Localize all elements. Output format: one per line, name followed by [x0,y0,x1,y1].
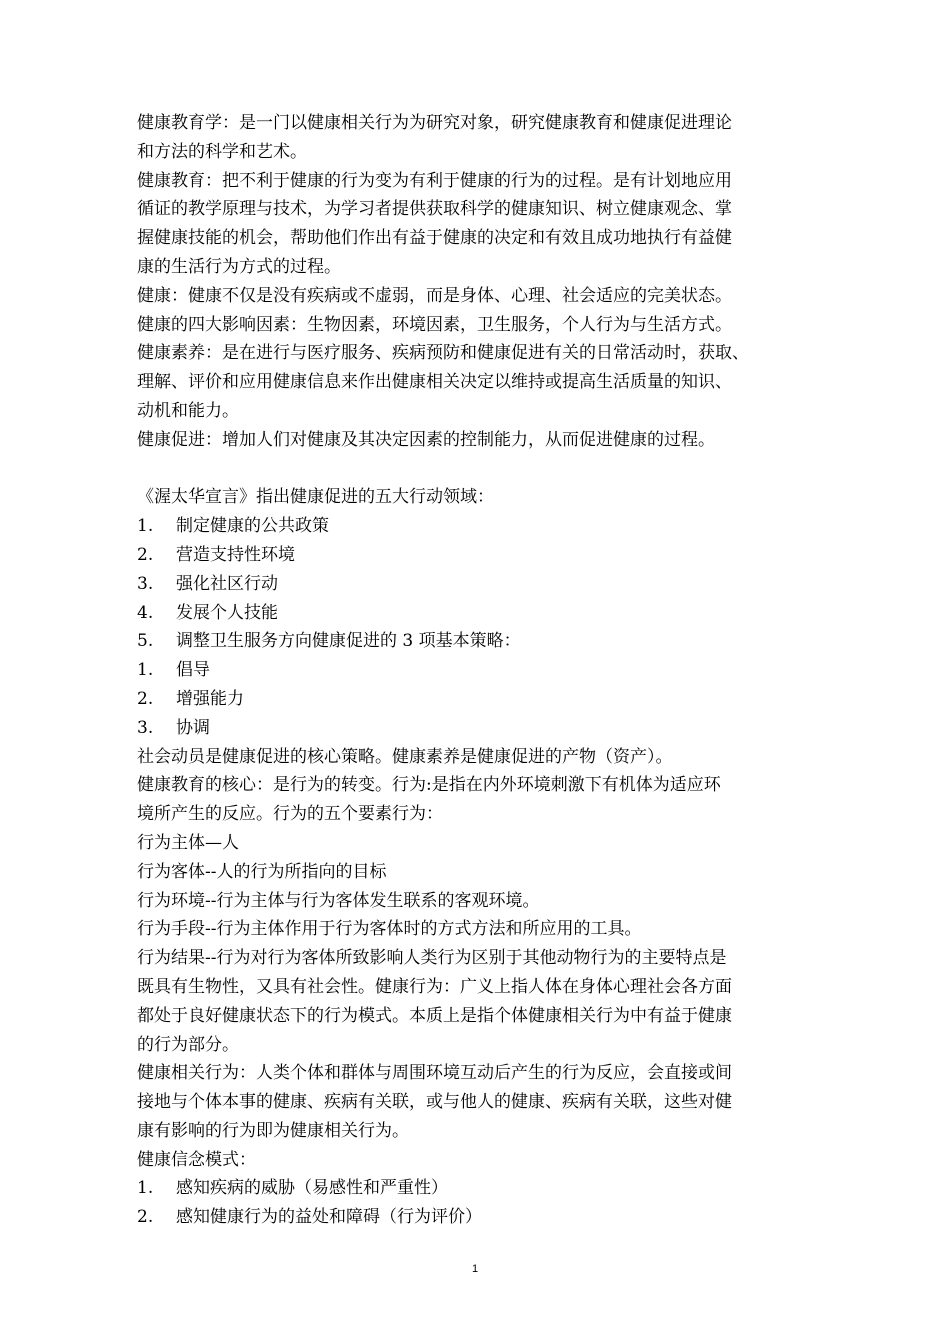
text-line: 既具有生物性，又具有社会性。健康行为：广义上指人体在身体心理社会各方面 [137,976,732,997]
list-number: 2. [137,688,154,709]
list-number: 1. [137,1178,154,1199]
list-item [137,685,827,714]
text-line: 理解、评价和应用健康信息来作出健康相关决定以维持或提高生活质量的知识、 [137,372,732,393]
text-line: 健康的四大影响因素：生物因素，环境因素，卫生服务，个人行为与生活方式。 [137,314,732,335]
text-line: 康有影响的行为即为健康相关行为。 [137,1120,409,1141]
text-line: 健康：健康不仅是没有疾病或不虚弱，而是身体、心理、社会适应的完美状态。 [137,285,732,306]
list-item-text: 营造支持性环境 [176,544,295,565]
list-item-text: 制定健康的公共政策 [176,516,329,537]
list-item [137,714,827,743]
text-line: 社会动员是健康促进的核心策略。健康素养是健康促进的产物（资产）。 [137,746,673,767]
text-line: 健康促进：增加人们对健康及其决定因素的控制能力，从而促进健康的过程。 [137,429,715,450]
text-line: 的行为部分。 [137,1034,239,1055]
text-line: 行为手段--行为主体作用于行为客体时的方式方法和所应用的工具。 [137,919,642,940]
text-line: 握健康技能的机会，帮助他们作出有益于健康的决定和有效且成功地执行有益健 [137,228,732,249]
text-line: 动机和能力。 [137,400,239,421]
list-number: 2. [137,544,154,565]
list-item-text: 调整卫生服务方向健康促进的 3 项基本策略： [176,631,521,652]
list-number: 2. [137,1207,154,1228]
list-item-text: 感知健康行为的益处和障碍（行为评价） [176,1207,482,1228]
list-item [137,541,827,570]
text-line: 都处于良好健康状态下的行为模式。本质上是指个体健康相关行为中有益于健康 [137,1005,732,1026]
text-line: 康的生活行为方式的过程。 [137,256,341,277]
list-item-text: 感知疾病的威胁（易感性和严重性） [176,1178,448,1199]
list-item [137,570,827,599]
text-line: 健康相关行为：人类个体和群体与周围环境互动后产生的行为反应，会直接或间 [137,1063,732,1084]
text-line: 健康信念模式： [137,1149,256,1170]
list-item-text: 强化社区行动 [176,573,278,594]
text-line: 接地与个体本事的健康、疾病有关联，或与他人的健康、疾病有关联，这些对健 [137,1092,732,1113]
text-line: 和方法的科学和艺术。 [137,141,307,162]
list-number: 3. [137,573,154,594]
document-page [137,109,827,1232]
list-item [137,627,827,656]
list-item-text: 协调 [176,717,210,738]
list-number: 1. [137,660,154,681]
list-item [137,1174,827,1203]
section-heading: 《渥太华宣言》指出健康促进的五大行动领域： [137,487,494,508]
list-item-text: 发展个人技能 [176,602,278,623]
list-number: 1. [137,516,154,537]
list-number: 5. [137,631,154,652]
list-item [137,656,827,685]
list-number: 4. [137,602,154,623]
text-line: 循证的教学原理与技术，为学习者提供获取科学的健康知识、树立健康观念、掌 [137,199,732,220]
text-line: 行为结果--行为对行为客体所致影响人类行为区别于其他动物行为的主要特点是 [137,948,727,969]
text-line: 行为主体—人 [137,832,239,853]
list-item [137,512,827,541]
text-line: 行为环境--行为主体与行为客体发生联系的客观环境。 [137,890,540,911]
list-item [137,599,827,628]
blank-line [137,455,827,484]
text-line: 健康教育学：是一门以健康相关行为为研究对象，研究健康教育和健康促进理论 [137,113,732,133]
text-line: 境所产生的反应。行为的五个要素行为： [137,804,443,825]
text-line: 健康教育：把不利于健康的行为变为有利于健康的行为的过程。是有计划地应用 [137,170,732,191]
list-item-text: 增强能力 [176,688,244,709]
page-number: 1 [471,1263,479,1275]
list-item-text: 倡导 [176,660,210,681]
text-line: 行为客体--人的行为所指向的目标 [137,861,387,882]
text-line: 健康素养：是在进行与医疗服务、疾病预防和健康促进有关的日常活动时，获取、 [137,343,749,364]
list-number: 3. [137,717,154,738]
text-line: 健康教育的核心：是行为的转变。行为:是指在内外环境刺激下有机体为适应环 [137,775,721,796]
list-item [137,1203,827,1232]
